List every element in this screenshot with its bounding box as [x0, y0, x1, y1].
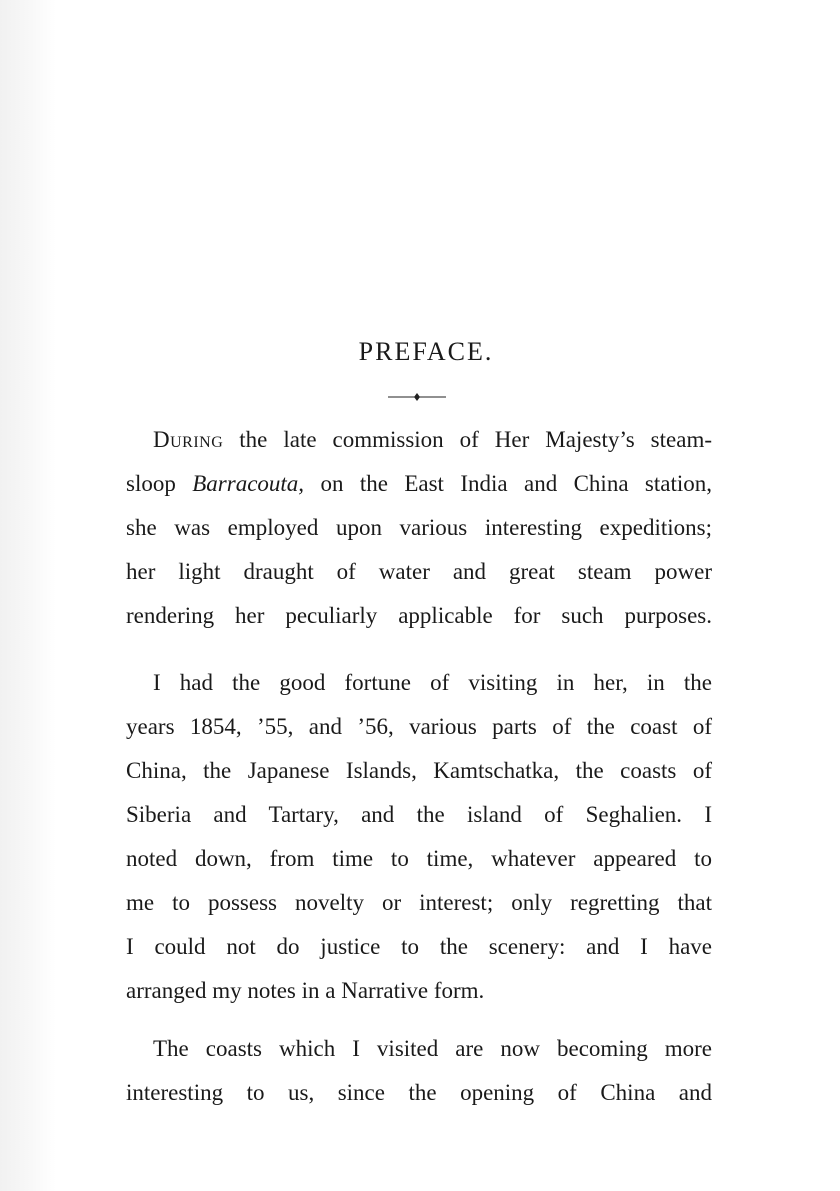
- paragraph-2: [126, 661, 712, 1013]
- text-line: noted down, from time to time, whatever appeared to: [126, 846, 712, 871]
- text-line: rendering her peculiarly applicable for such purposes.: [126, 603, 712, 628]
- text-line: China, the Japanese Islands, Kamtschatka, the coasts of: [126, 758, 712, 783]
- text-line: The coasts which I visited are now becoming more: [153, 1036, 712, 1061]
- paragraph-3: [126, 1027, 712, 1115]
- text-line: her light draught of water and great steam power: [126, 559, 712, 584]
- text-line: I had the good fortune of visiting in her, in the: [153, 670, 712, 695]
- text-line: me to possess novelty or interest; only regretting that: [126, 890, 712, 915]
- dash-diamond-rule-icon: [388, 392, 446, 402]
- line-text: the late commission of Her Majesty’s steam-: [223, 427, 712, 452]
- text-line: [126, 418, 712, 462]
- text-line: [126, 462, 712, 506]
- text-line: years 1854, ’55, and ’56, various parts of the coast of: [126, 714, 712, 739]
- drop-word: During: [153, 427, 224, 452]
- text-line: interesting to us, since the opening of China and: [126, 1080, 712, 1105]
- page-title: PREFACE.: [358, 337, 494, 366]
- paragraph-1: [126, 418, 712, 638]
- ship-name: Barracouta,: [192, 471, 305, 496]
- text-line: arranged my notes in a Narrative form.: [126, 978, 485, 1003]
- text-line: I could not do justice to the scenery: and I have: [126, 934, 712, 959]
- page-edge-shadow: [0, 0, 56, 1191]
- text-line: she was employed upon various interesting expeditions;: [126, 515, 712, 540]
- line-text: sloop: [126, 471, 193, 496]
- line-text: on the East India and China station,: [304, 471, 713, 496]
- text-line: Siberia and Tartary, and the island of Seghalien. I: [126, 802, 712, 827]
